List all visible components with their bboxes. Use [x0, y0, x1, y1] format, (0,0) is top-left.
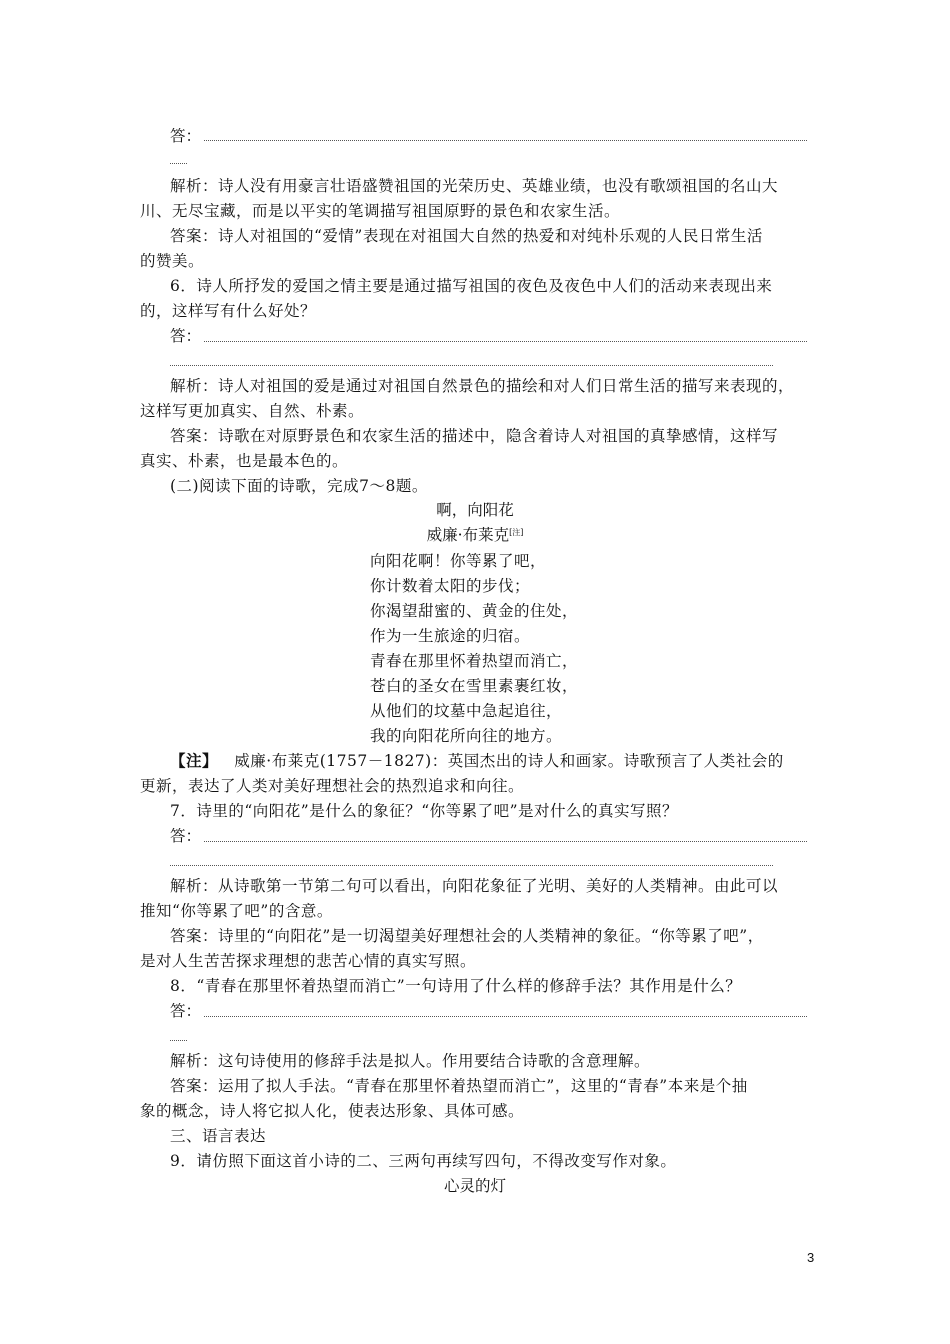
q6-analysis-line-2: 这样写更加真实、自然、朴素。: [140, 402, 365, 420]
answer-label: 答：: [170, 1002, 202, 1020]
q6-analysis-line-1: 解析：诗人对祖国的爱是通过对祖国自然景色的描绘和对人们日常生活的描写来表现的，: [170, 377, 795, 395]
q5-analysis-line-1: 解析：诗人没有用豪言壮语盛赞祖国的光荣历史、英雄业绩，也没有歌颂祖国的名山大: [170, 177, 779, 195]
poem-author-name: 威廉·布莱克: [426, 526, 510, 544]
answer-label: 答：: [170, 327, 202, 345]
q9-poem-title: 心灵的灯: [443, 1177, 506, 1195]
section3-heading: 三、语言表达: [170, 1127, 267, 1145]
q6-question-line-2: 的，这样写有什么好处？: [140, 302, 317, 320]
poem-line: 向阳花啊！你等累了吧，: [370, 552, 547, 570]
answer-line-tail: [170, 1040, 187, 1041]
poem-author-note-mark: [注]: [509, 528, 524, 537]
q9-question: 9．请仿照下面这首小诗的二、三两句再续写四句，不得改变写作对象。: [170, 1152, 677, 1170]
answer-line: [204, 341, 807, 342]
poem-line: 你渴望甜蜜的、黄金的住处，: [370, 602, 579, 620]
q6-answer-line-1: 答案：诗歌在对原野景色和农家生活的描述中，隐含着诗人对祖国的真挚感情，这样写: [170, 427, 779, 445]
poem-title: 啊，向阳花: [436, 501, 514, 519]
q5-analysis-line-2: 川、无尽宝藏，而是以平实的笔调描写祖国原野的景色和农家生活。: [140, 202, 621, 220]
q8-answer-line-1: 答案：运用了拟人手法。“青春在那里怀着热望而消亡”，这里的“青春”本来是个抽: [170, 1077, 748, 1095]
answer-line: [170, 865, 773, 866]
poem-line: 从他们的坟墓中急起追往，: [370, 702, 563, 720]
answer-label: 答：: [170, 827, 202, 845]
answer-label: 答：: [170, 127, 202, 145]
poem-author: [0, 525, 950, 545]
note-line-1: [170, 751, 784, 771]
poem-line: 你计数着太阳的步伐；: [370, 577, 531, 595]
q7-question: 7．诗里的“向阳花”是什么的象征？“你等累了吧”是对什么的真实写照？: [170, 802, 679, 820]
page-number: 3: [807, 1250, 815, 1265]
q7-analysis-line-1: 解析：从诗歌第一节第二句可以看出，向阳花象征了光明、美好的人类精神。由此可以: [170, 877, 779, 895]
answer-line: [204, 140, 807, 141]
q5-answer-line-2: 的赞美。: [140, 252, 205, 270]
poem-line: 作为一生旅途的归宿。: [370, 627, 531, 645]
answer-line: [204, 841, 807, 842]
poem-line: 青春在那里怀着热望而消亡，: [370, 652, 579, 670]
q7-answer-line-2: 是对人生苦苦探求理想的悲苦心情的真实写照。: [140, 952, 477, 970]
q7-analysis-line-2: 推知“你等累了吧”的含意。: [140, 902, 333, 920]
q8-analysis: 解析：这句诗使用的修辞手法是拟人。作用要结合诗歌的含意理解。: [170, 1052, 651, 1070]
poem-line: 我的向阳花所向往的地方。: [370, 727, 563, 745]
note-line-2: 更新，表达了人类对美好理想社会的热烈追求和向往。: [140, 777, 525, 795]
note-label: 【注】: [170, 751, 219, 770]
q6-question-line-1: 6．诗人所抒发的爱国之情主要是通过描写祖国的夜色及夜色中人们的活动来表现出来: [170, 277, 773, 295]
q7-answer-line-1: 答案：诗里的“向阳花”是一切渴望美好理想社会的人类精神的象征。“你等累了吧”，: [170, 927, 764, 945]
q5-answer-line-1: 答案：诗人对祖国的“爱情”表现在对祖国大自然的热爱和对纯朴乐观的人民日常生活: [170, 227, 763, 245]
q8-question: 8．“青春在那里怀着热望而消亡”一句诗用了什么样的修辞手法？其作用是什么？: [170, 977, 742, 995]
answer-line: [204, 1016, 807, 1017]
q6-answer-line-2: 真实、朴素，也是最本色的。: [140, 452, 349, 470]
answer-line-tail: [170, 163, 187, 164]
note-text-1: 威廉·布莱克(1757－1827)：英国杰出的诗人和画家。诗歌预言了人类社会的: [234, 752, 784, 770]
poem-line: 苍白的圣女在雪里素裹红妆，: [370, 677, 579, 695]
q8-answer-line-2: 象的概念，诗人将它拟人化，使表达形象、具体可感。: [140, 1102, 525, 1120]
section2-intro: (二)阅读下面的诗歌，完成7～8题。: [170, 477, 428, 495]
answer-line: [170, 365, 773, 366]
